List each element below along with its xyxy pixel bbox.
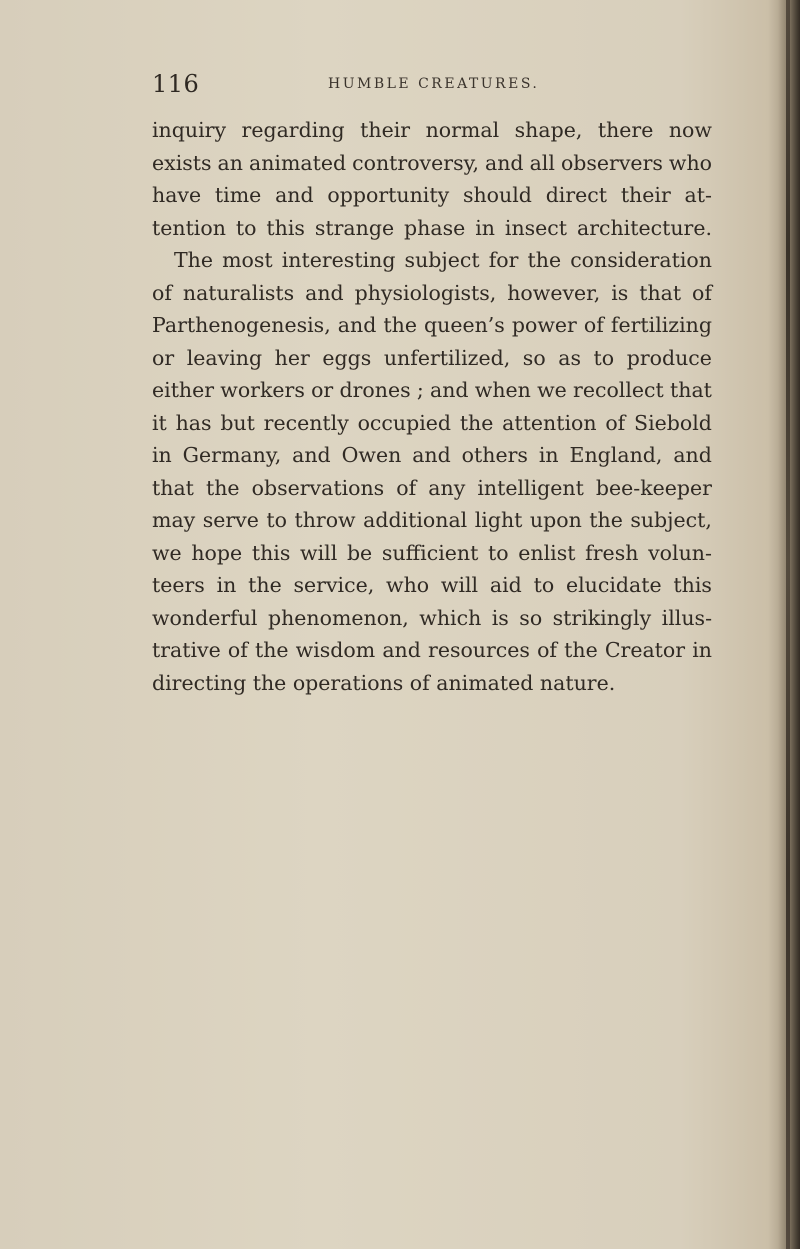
text-line: of naturalists and physiologists, however, is that of [152,280,712,305]
text-line: trative of the wisdom and resources of the Creator in [152,638,712,662]
text-line: it has but recently occupied the attention of Siebold [152,410,712,435]
text-line: that the observations of any intelligent bee-keeper [152,475,712,500]
text-line: exists an animated controversy, and all observers who [152,150,712,175]
text-line: wonderful phenomenon, which is so strikingly illus- [152,605,712,630]
book-spine-edge [786,0,790,1249]
running-head: HUMBLE CREATURES. [328,76,540,92]
text-line: in Germany, and Owen and others in England, and [152,443,712,467]
text-line: either workers or drones ; and when we recollect that [152,378,712,402]
text-line: teers in the service, who will aid to elucidate this [152,573,712,597]
text-line: inquiry regarding their normal shape, there now [152,118,712,142]
text-line: have time and opportunity should direct their at- [152,183,712,207]
body-paragraph [152,114,712,699]
text-line: may serve to throw additional light upon the subject, [152,508,712,532]
text-line: directing the operations of animated nature. [152,670,616,695]
text-line: we hope this will be sufficient to enlist fresh volun- [152,540,712,565]
page-header [152,70,712,102]
page-number: 116 [152,70,200,98]
text-line: or leaving her eggs unfertilized, so as to produce [152,345,712,370]
text-line: Parthenogenesis, and the queen’s power of fertilizing [152,313,712,337]
text-line: tention to this strange phase in insect architecture. [152,215,712,240]
text-line: The most interesting subject for the consideration [174,248,712,272]
